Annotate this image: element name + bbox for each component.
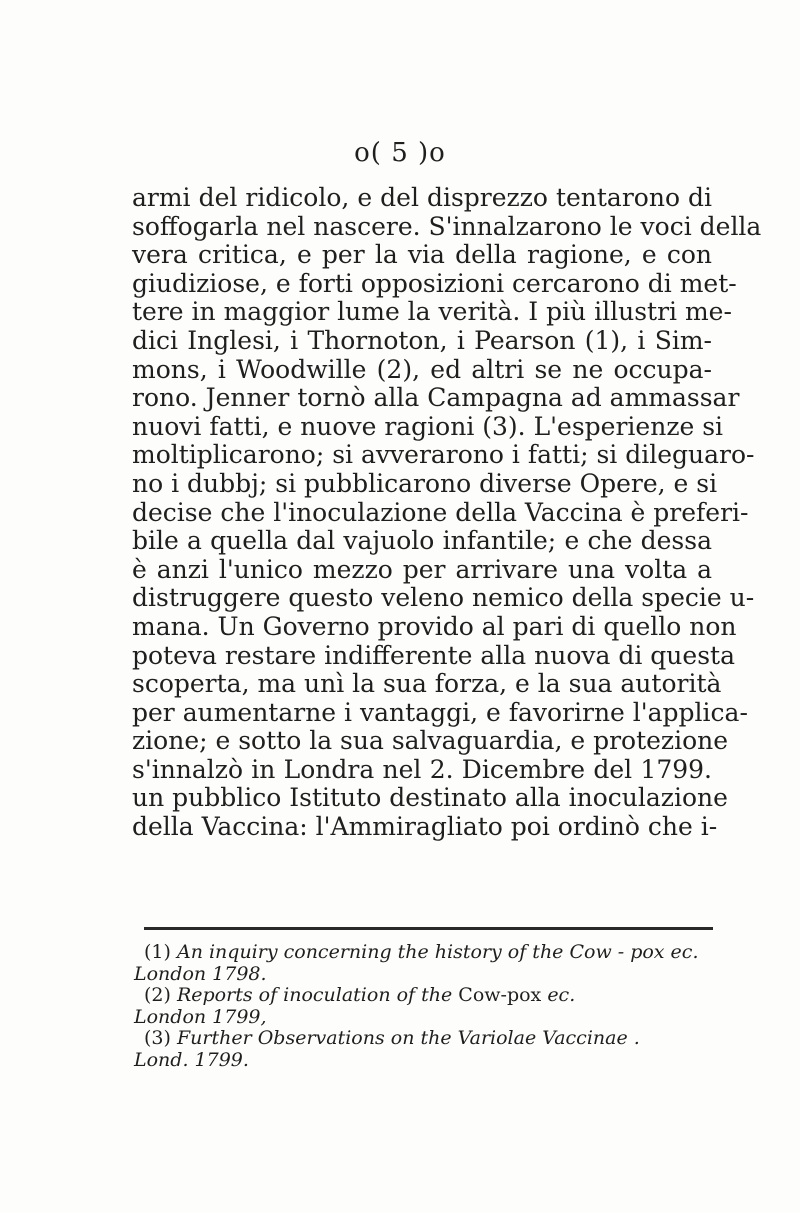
footnote-title: An inquiry concerning the history of the Cow - pox ec. [176,941,699,963]
body-line: mons, i Woodwille (2), ed altri se ne occupa- [132,354,712,384]
footnote-place: Lond. 1799. [134,1048,249,1071]
body-line: vera critica, e per la via della ragione, e con [132,240,712,270]
footnote-2 [134,985,714,1007]
footnote-title-roman: Cow-pox [458,984,542,1006]
footnotes [134,942,714,1071]
page-number: o( 5 )o [354,138,446,168]
body-line: poteva restare indifferente alla nuova di questa [132,640,735,670]
body-line: scoperta, ma unì la sua forza, e la sua autorità [132,669,722,699]
body-line: zione; e sotto la sua salvaguardia, e protezione [132,726,729,756]
body-line: è anzi l'unico mezzo per arrivare una volta a [132,554,712,584]
footnote-title: Reports of inoculation of the [176,984,453,1006]
body-line: distruggere questo veleno nemico della specie u- [132,583,755,613]
footnote-number: (2) [144,984,171,1006]
body-line: s'innalzò in Londra nel 2. Dicembre del 1799. [132,754,712,784]
footnote-rule [144,927,713,930]
body-line: no i dubbj; si pubblicarono diverse Opere, e si [132,468,718,498]
footnote-place: London 1798. [134,962,267,985]
body-line: decise che l'inoculazione della Vaccina è preferi- [132,497,749,527]
body-line: per aumentarne i vantaggi, e favorirne l'applica- [132,697,748,727]
footnote-3 [134,1028,714,1050]
footnote-1 [134,942,714,964]
footnote-number: (3) [144,1027,171,1049]
body-line: un pubblico Istituto destinato alla inoculazione [132,783,728,813]
body-line: mana. Un Governo provido al pari di quello non [132,611,737,641]
footnote-title: Further Observations on the Variolae Vaccinae . [176,1027,640,1049]
body-line: rono. Jenner tornò alla Campagna ad ammassar [132,383,740,413]
body-line: giudiziose, e forti opposizioni cercarono di met- [132,268,737,298]
body-text [132,183,762,842]
footnote-place: London 1799, [134,1005,267,1028]
footnote-number: (1) [144,941,171,963]
body-line: soffogarla nel nascere. S'innalzarono le voci della [132,211,762,241]
body-line: armi del ridicolo, e del disprezzo tentarono di [132,183,712,212]
body-line: tere in maggior lume la verità. I più illustri me- [132,297,732,327]
body-line: bile a quella dal vajuolo infantile; e che dessa [132,526,712,556]
body-line: nuovi fatti, e nuove ragioni (3). L'esperienze si [132,411,724,441]
body-line: dici Inglesi, i Thornoton, i Pearson (1), i Sim- [132,325,712,355]
footnote-title-end: ec. [547,984,576,1006]
body-line: della Vaccina: l'Ammiragliato poi ordinò che i- [132,812,718,842]
body-line: moltiplicarono; si avverarono i fatti; si dileguaro- [132,440,755,470]
